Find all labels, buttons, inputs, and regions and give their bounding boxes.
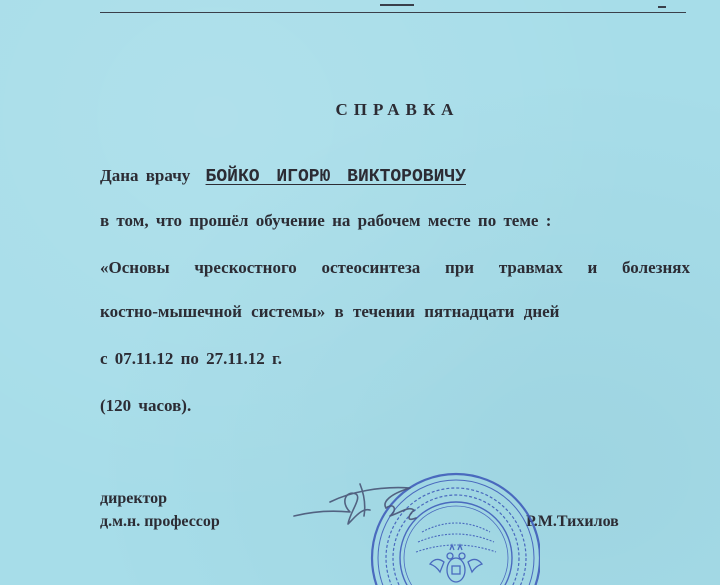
recipient-line (100, 166, 466, 187)
recipient-prefix: Дана врачу (100, 166, 191, 185)
document-title: СПРАВКА (335, 100, 460, 119)
header-corner-mark (658, 0, 666, 8)
hours-count: (120 часов). (100, 396, 192, 415)
header-mark (380, 0, 414, 6)
signer-name: Р.М.Тихилов (526, 513, 619, 530)
date-range: с 07.11.12 по 27.11.12 г. (100, 349, 283, 368)
signer-role-professor: д.м.н. профессор (100, 513, 220, 530)
course-title-line-1: «Основы чрескостного остеосинтеза при травмах и болезнях (100, 258, 690, 277)
course-title-line-2: костно-мышечной системы» в течении пятнадцати дней (100, 302, 560, 321)
training-statement: в том, что прошёл обучение на рабочем месте по теме : (100, 211, 552, 230)
signer-role-director: директор (100, 490, 168, 507)
signature-icon (290, 472, 450, 542)
header-rule (100, 12, 686, 13)
recipient-name: БОЙКО ИГОРЮ ВИКТОРОВИЧУ (205, 167, 466, 187)
